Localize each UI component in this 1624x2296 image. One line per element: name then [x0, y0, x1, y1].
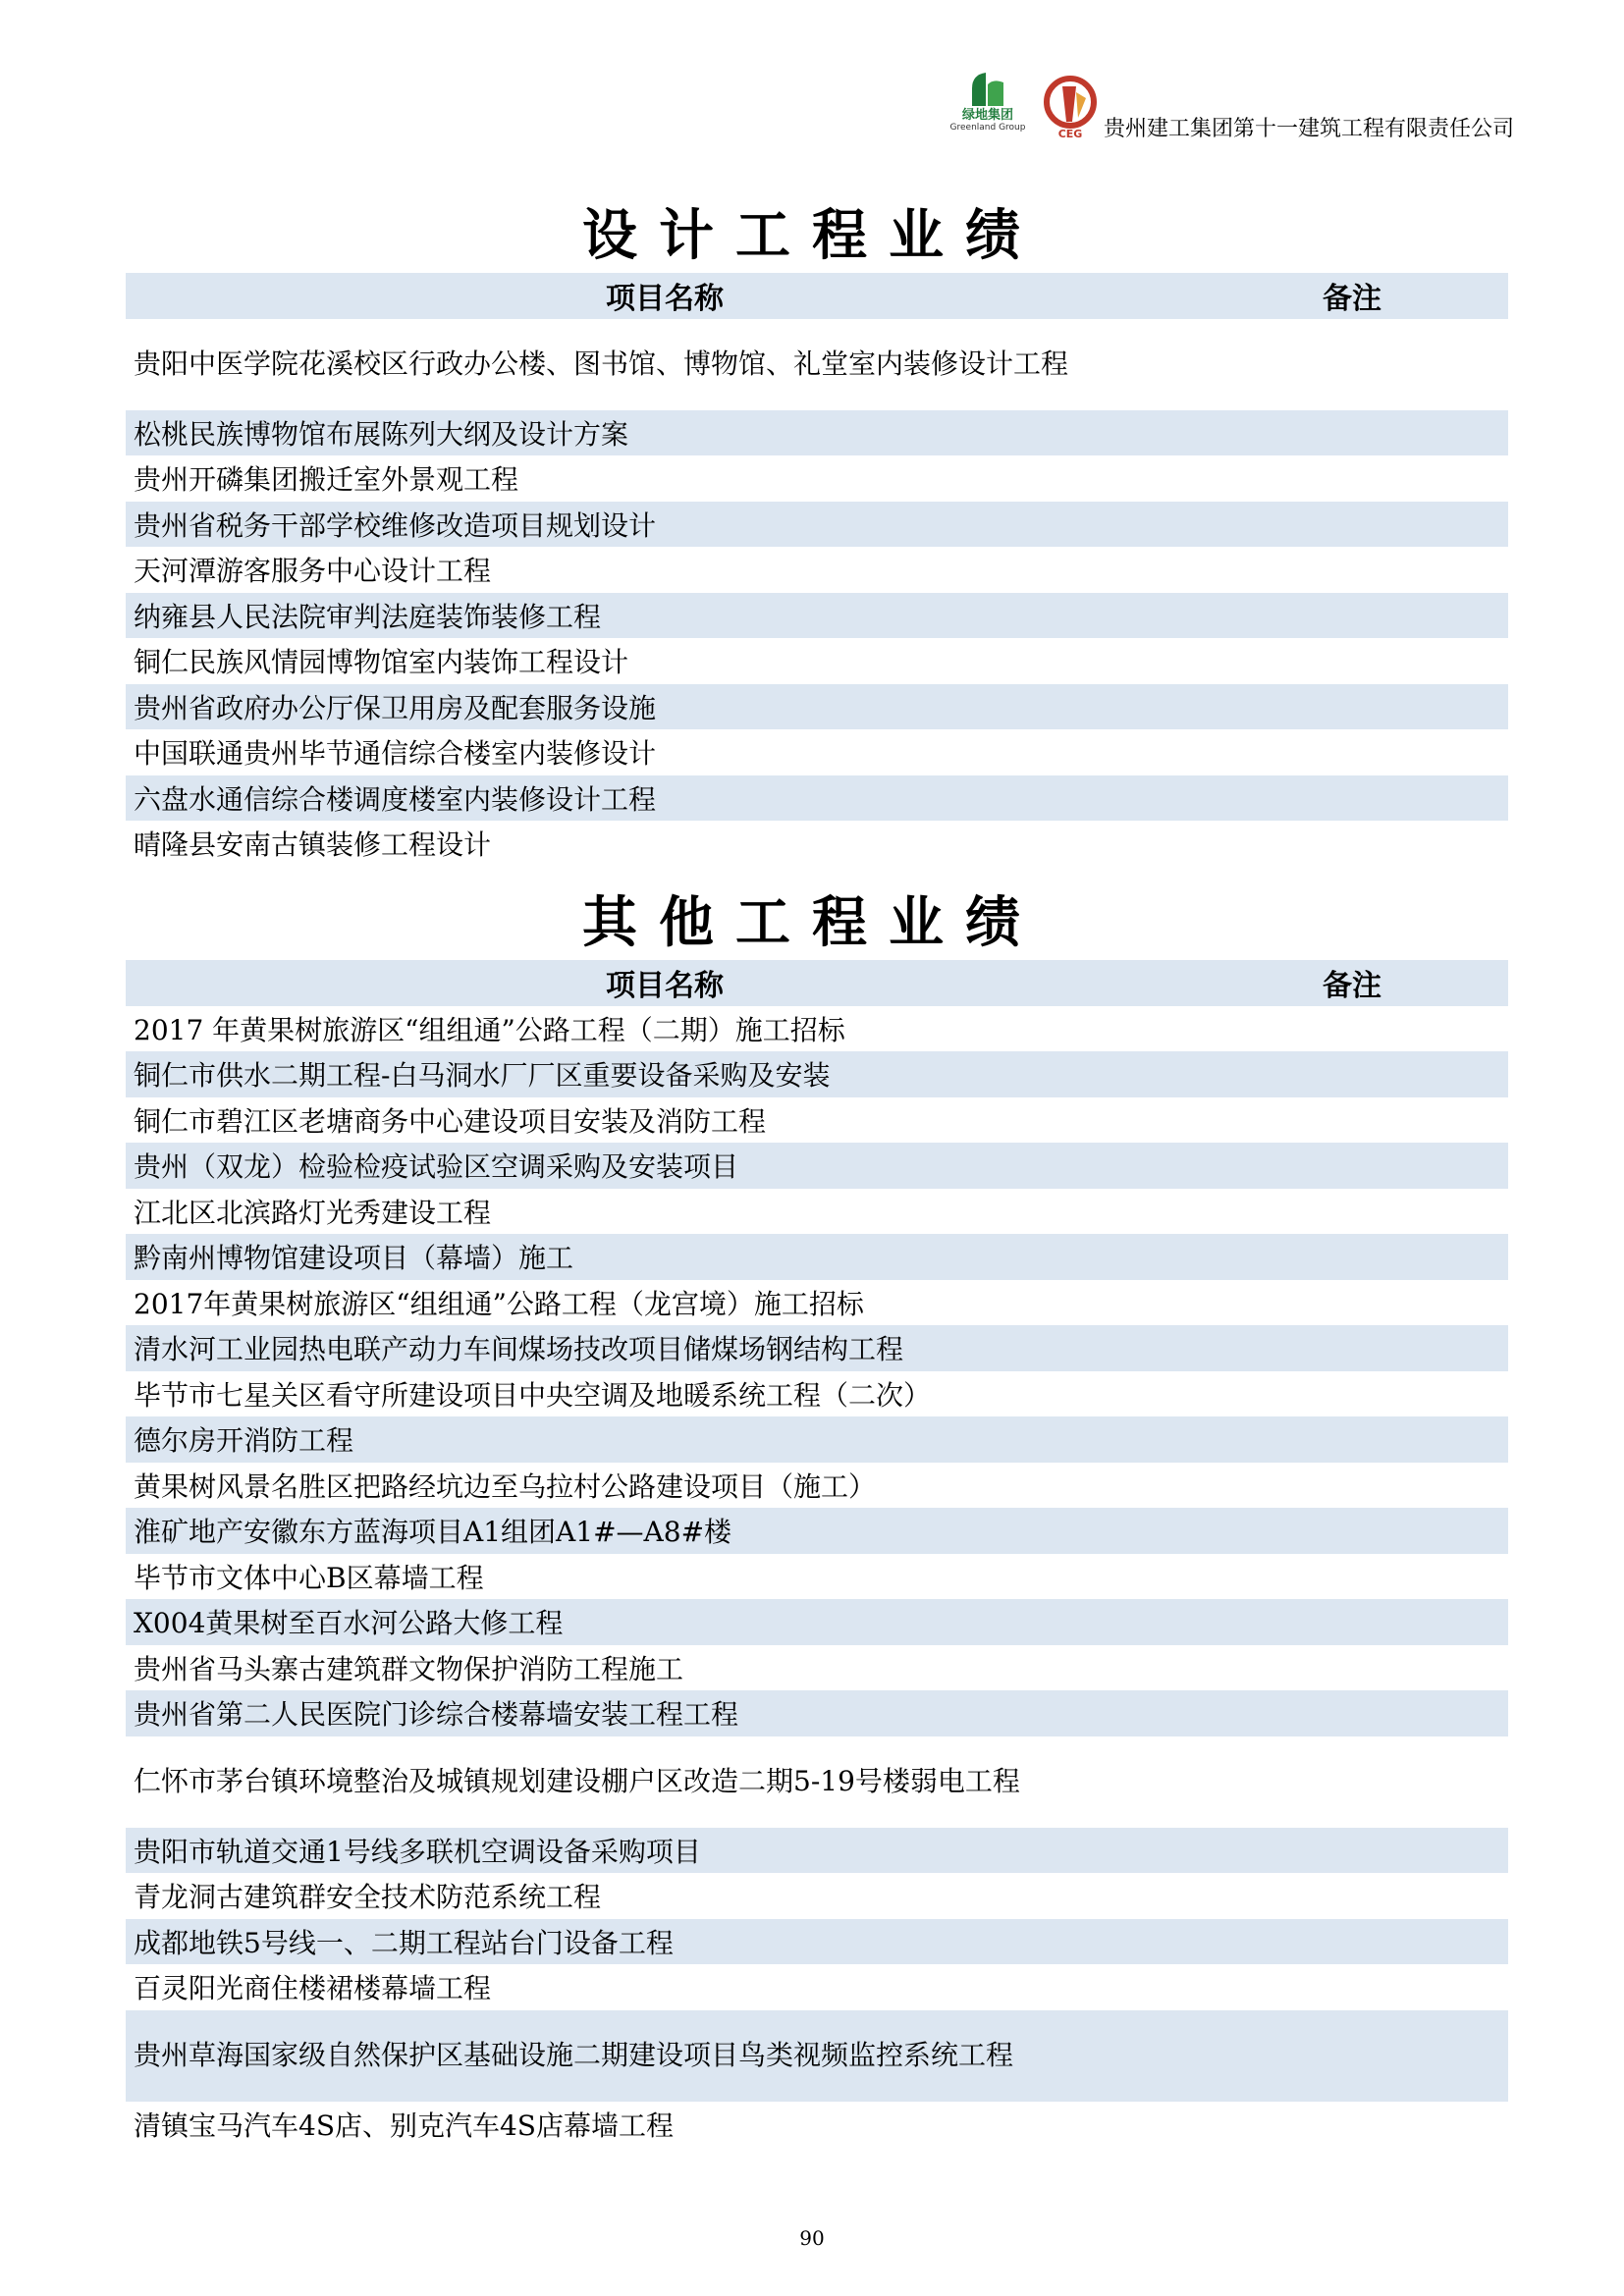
design-col-name: 项目名称 — [606, 282, 724, 317]
greenland-logo — [947, 69, 1029, 147]
table-row: 贵州省马头寨古建筑群文物保护消防工程施工 — [134, 1652, 684, 1685]
table-row: 江北区北滨路灯光秀建设工程 — [134, 1196, 492, 1229]
table-row: 贵州省第二人民医院门诊综合楼幕墙安装工程工程 — [126, 1690, 1508, 1736]
other-col-note: 备注 — [1323, 969, 1381, 1004]
ceg-logo — [1043, 73, 1102, 141]
table-row: 铜仁民族风情园博物馆室内装饰工程设计 — [134, 646, 629, 679]
table-row: 贵州开磷集团搬迁室外景观工程 — [134, 463, 519, 497]
table-row: 青龙洞古建筑群安全技术防范系统工程 — [134, 1881, 602, 1914]
table-row: 贵州（双龙）检验检疫试验区空调采购及安装项目 — [126, 1143, 1508, 1189]
table-row: 2017年黄果树旅游区“组组通”公路工程（龙宫境）施工招标 — [134, 1287, 864, 1320]
table-row: 贵州草海国家级自然保护区基础设施二期建设项目鸟类视频监控系统工程 — [126, 2010, 1508, 2102]
other-table — [126, 960, 1508, 2147]
table-row: 黄果树风景名胜区把路经坑边至乌拉村公路建设项目（施工） — [134, 1469, 877, 1503]
table-row: 纳雍县人民法院审判法庭装饰装修工程 — [126, 593, 1508, 639]
other-section-title: 其他工程业绩 — [582, 890, 1042, 955]
other-table-header — [126, 960, 1508, 1006]
page-header — [819, 69, 1526, 147]
design-col-note: 备注 — [1323, 282, 1381, 317]
company-name: 贵州建工集团第十一建筑工程有限责任公司 — [1104, 117, 1515, 141]
table-row: 天河潭游客服务中心设计工程 — [134, 555, 492, 588]
table-row: 晴隆县安南古镇装修工程设计 — [134, 828, 492, 862]
table-row: 毕节市文体中心B区幕墙工程 — [134, 1561, 484, 1594]
table-row: 贵阳市轨道交通1号线多联机空调设备采购项目 — [126, 1828, 1508, 1874]
table-row: 清水河工业园热电联产动力车间煤场技改项目储煤场钢结构工程 — [126, 1325, 1508, 1371]
table-row: 仁怀市茅台镇环境整治及城镇规划建设棚户区改造二期5-19号楼弱电工程 — [134, 1764, 1020, 1797]
greenland-tree-icon — [968, 69, 1007, 108]
design-section-title: 设计工程业绩 — [582, 203, 1042, 268]
table-row: 黔南州博物馆建设项目（幕墙）施工 — [126, 1234, 1508, 1280]
design-table-header — [126, 273, 1508, 319]
greenland-logo-cn: 绿地集团 — [961, 108, 1013, 123]
ceg-mark: CEG — [1057, 128, 1083, 140]
table-row: 百灵阳光商住楼裙楼幕墙工程 — [134, 1972, 492, 2005]
table-row: 中国联通贵州毕节通信综合楼室内装修设计 — [134, 737, 657, 771]
table-row: 六盘水通信综合楼调度楼室内装修设计工程 — [126, 775, 1508, 822]
page-number: 90 — [799, 2226, 825, 2250]
design-table — [126, 273, 1508, 867]
other-col-name: 项目名称 — [606, 969, 724, 1004]
table-row: X004黄果树至百水河公路大修工程 — [126, 1599, 1508, 1645]
greenland-logo-en: Greenland Group — [949, 123, 1026, 133]
table-row: 贵阳中医学院花溪校区行政办公楼、图书馆、博物馆、礼堂室内装修设计工程 — [134, 347, 1069, 380]
table-row: 清镇宝马汽车4S店、别克汽车4S店幕墙工程 — [134, 2109, 674, 2142]
table-row: 铜仁市供水二期工程-白马洞水厂厂区重要设备采购及安装 — [126, 1051, 1508, 1097]
table-row: 德尔房开消防工程 — [126, 1416, 1508, 1463]
table-row: 毕节市七星关区看守所建设项目中央空调及地暖系统工程（二次） — [134, 1378, 932, 1412]
table-row: 2017 年黄果树旅游区“组组通”公路工程（二期）施工招标 — [134, 1013, 845, 1046]
table-row: 成都地铁5号线一、二期工程站台门设备工程 — [126, 1919, 1508, 1965]
table-row: 松桃民族博物馆布展陈列大纲及设计方案 — [126, 410, 1508, 456]
table-row: 淮矿地产安徽东方蓝海项目A1组团A1#—A8#楼 — [126, 1508, 1508, 1554]
table-row: 铜仁市碧江区老塘商务中心建设项目安装及消防工程 — [134, 1104, 767, 1138]
table-row: 贵州省政府办公厅保卫用房及配套服务设施 — [126, 684, 1508, 730]
table-row: 贵州省税务干部学校维修改造项目规划设计 — [126, 502, 1508, 548]
ceg-emblem-icon — [1043, 73, 1102, 141]
